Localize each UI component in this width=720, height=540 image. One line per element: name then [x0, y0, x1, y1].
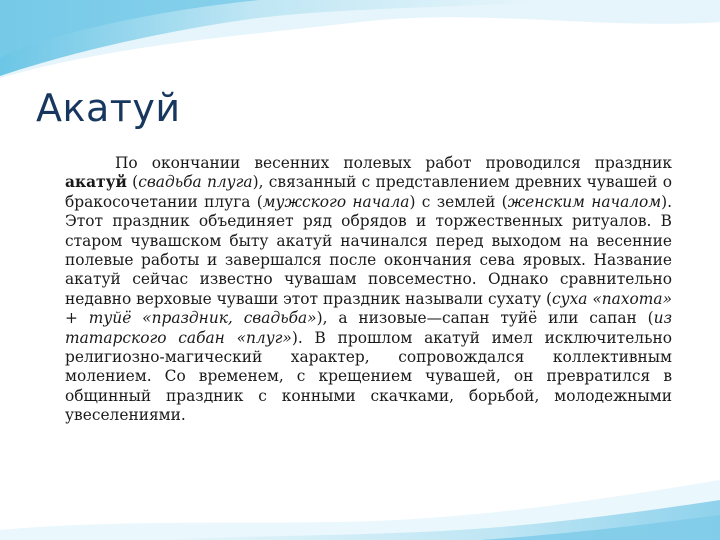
term-female-principle: женским началом: [507, 192, 662, 211]
term-male-principle: мужского начала: [262, 192, 410, 211]
term-translation: свадьба плуга: [138, 173, 253, 192]
text-run: ), связанный с представлением древних чувашей о бракосочетании плуга (: [65, 173, 673, 211]
text-run: По окончании весенних полевых работ проводился праздник: [115, 154, 672, 172]
slide-title: Акатуй: [36, 86, 181, 130]
term-etymology-sukhatu: суха «пахота» + туйё «праздник, свадьба»: [65, 289, 672, 328]
text-run: ) с землей (: [409, 192, 508, 211]
text-run: ). В прошлом акатуй имел исключительно религиозно-магический характер, сопровождался коллективным молением. Со временем, с крещением чувашей, он превратился в общинный праздник с конными скачками, борьбой, молодежными увеселениями.: [65, 328, 672, 425]
term-etymology-sapan: из татарского сабан «плуг»: [65, 309, 672, 347]
text-run: ). Этот праздник объединяет ряд обрядов и торжественных ритуалов. В старом чувашском быту акатуй начинался перед выходом на весенние полевые работы и завершался после окончания сева яровых. Название акатуй сейчас известно чувашам повсеместно. Однако сравнительно недавно верховые чуваши этот праздник называли сухату (: [65, 192, 672, 308]
text-run: ), а низовые—сапан туйё или сапан (: [316, 309, 654, 328]
body-paragraph: [65, 154, 672, 426]
term-akatuy: акатуй: [65, 173, 127, 192]
text-run: (: [126, 173, 139, 192]
